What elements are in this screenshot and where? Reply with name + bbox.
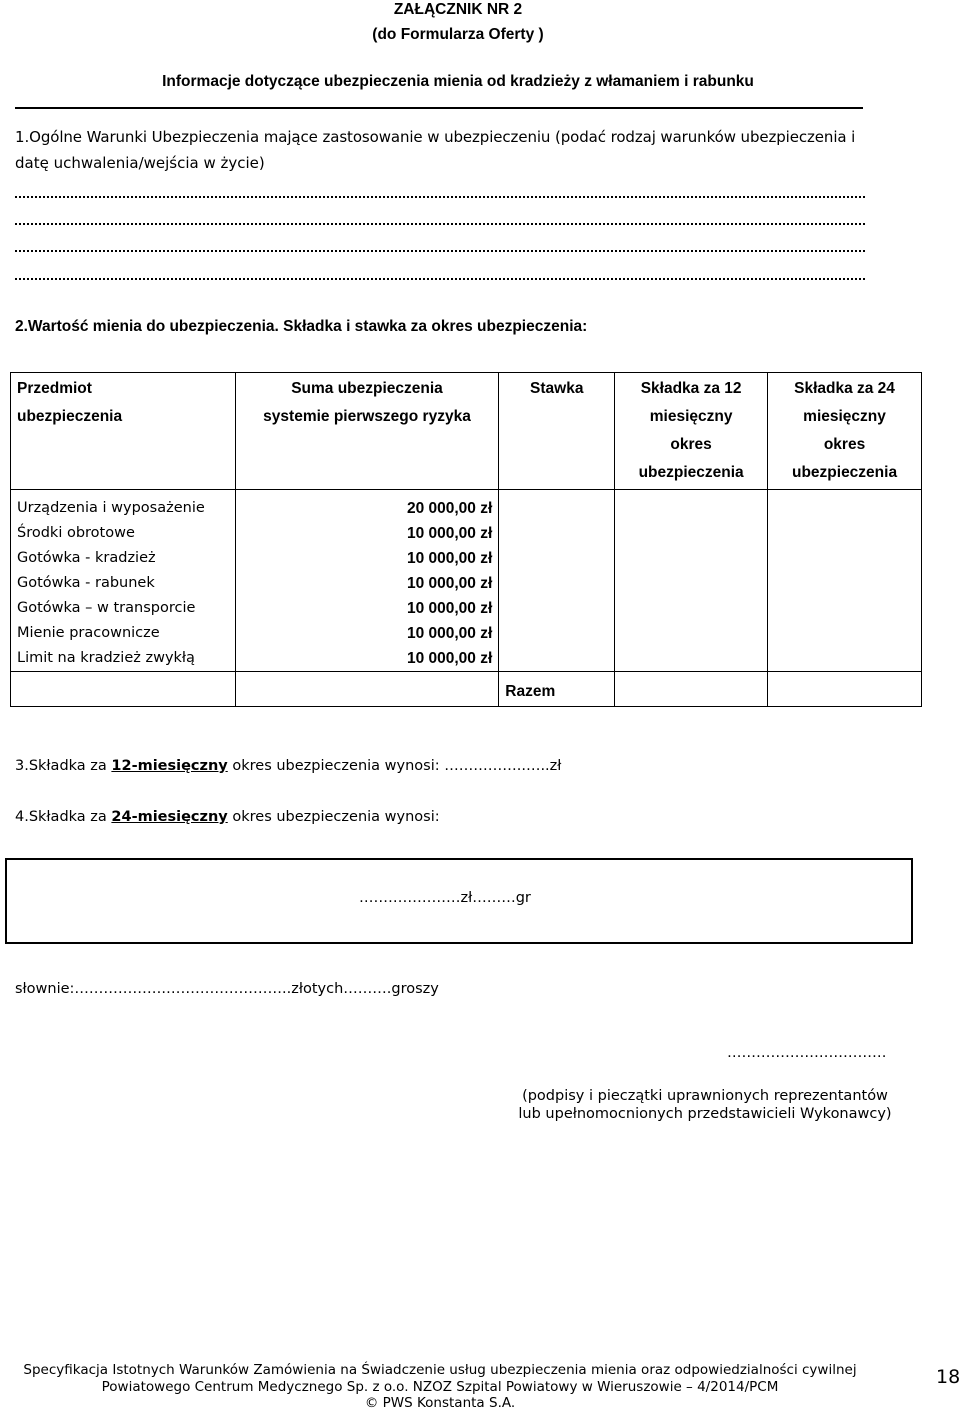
- row-sum: 10 000,00 zł: [235, 621, 499, 646]
- row-premium-24-cell[interactable]: [768, 546, 922, 571]
- row-premium-12-cell[interactable]: [615, 546, 768, 571]
- heading-rule: [15, 107, 863, 109]
- document-heading: Informacje dotyczące ubezpieczenia mienia od kradzieży z włamaniem i rabunku: [162, 73, 754, 90]
- row-premium-24-cell[interactable]: [768, 521, 922, 546]
- section4-period: 24-miesięczny: [111, 809, 228, 825]
- table-total-row: [11, 672, 922, 707]
- row-rate-cell[interactable]: [499, 490, 615, 522]
- footer-line-3: © PWS Konstanta S.A.: [364, 1395, 516, 1411]
- insurance-table: [10, 372, 922, 707]
- section1-text: 1.Ogólne Warunki Ubezpieczenia mające zastosowanie w ubezpieczeniu (podać rodzaj warunków ubezpieczenia i: [15, 128, 856, 146]
- row-premium-12-cell[interactable]: [615, 571, 768, 596]
- row-premium-12-cell[interactable]: [615, 646, 768, 672]
- table-row: [11, 490, 922, 522]
- signature-line[interactable]: ……………………………: [727, 1045, 887, 1061]
- section2-rest: Składka i stawka za okres ubezpieczenia:: [278, 318, 588, 335]
- row-premium-12-cell[interactable]: [615, 621, 768, 646]
- section3-period: 12-miesięczny: [111, 758, 228, 774]
- row-premium-24-cell[interactable]: [768, 646, 922, 672]
- section1-text-2: datę uchwalenia/wejścia w życie): [15, 154, 265, 172]
- row-sum: 10 000,00 zł: [235, 571, 499, 596]
- table-row: [11, 546, 922, 571]
- row-premium-24-cell[interactable]: [768, 571, 922, 596]
- row-sum: 10 000,00 zł: [235, 521, 499, 546]
- row-rate-cell[interactable]: [499, 621, 615, 646]
- row-premium-12-cell[interactable]: [615, 596, 768, 621]
- total-label: Razem: [499, 672, 615, 707]
- footer-line-2: Powiatowego Centrum Medycznego Sp. z o.o. NZOZ Szpital Powiatowy w Wieruszowie – 4/2014/PCM: [101, 1379, 779, 1395]
- header-rate: Stawka: [499, 373, 615, 490]
- amount-box[interactable]: [5, 858, 913, 944]
- row-sum: 20 000,00 zł: [235, 490, 499, 522]
- row-premium-24-cell[interactable]: [768, 621, 922, 646]
- row-item: Mienie pracownicze: [11, 621, 236, 646]
- header-item: Przedmiot ubezpieczenia: [11, 373, 236, 490]
- row-premium-24-cell[interactable]: [768, 596, 922, 621]
- section3-text: 3.Składka za 12-miesięczny okres ubezpieczenia wynosi: ……………..…..zł: [15, 758, 562, 774]
- total-premium-24-cell[interactable]: [768, 672, 922, 707]
- row-item: Gotówka – w transporcie: [11, 596, 236, 621]
- row-rate-cell[interactable]: [499, 646, 615, 672]
- row-rate-cell[interactable]: [499, 596, 615, 621]
- footer-line-1: Specyfikacja Istotnych Warunków Zamówienia na Świadczenie usług ubezpieczenia mienia oraz odpowiedzialności cywilnej: [23, 1362, 857, 1378]
- amount-in-words[interactable]: słownie:……………….……………………..złotych……….groszy: [15, 981, 439, 997]
- table-row: [11, 596, 922, 621]
- row-premium-24-cell[interactable]: [768, 490, 922, 522]
- header-premium-12: Składka za 12 miesięczny okres ubezpieczenia: [615, 373, 768, 490]
- signature-caption: (podpisy i pieczątki uprawnionych reprezentantów lub upełnomocnionych przedstawicieli Wykonawcy): [518, 1088, 892, 1122]
- row-premium-12-cell[interactable]: [615, 490, 768, 522]
- table-header-row: [11, 373, 922, 490]
- total-empty-cell: [235, 672, 499, 707]
- total-premium-12-cell[interactable]: [615, 672, 768, 707]
- section4-text: 4.Składka za 24-miesięczny okres ubezpieczenia wynosi:: [15, 809, 440, 825]
- total-empty-cell: [11, 672, 236, 707]
- amount-text: …………………zł………gr: [359, 890, 531, 906]
- row-sum: 10 000,00 zł: [235, 646, 499, 672]
- row-item: Urządzenia i wyposażenie: [11, 490, 236, 522]
- section2-heading: [15, 318, 587, 336]
- header-sum: Suma ubezpieczenia systemie pierwszego ryzyka: [235, 373, 499, 490]
- row-item: Limit na kradzież zwykłą: [11, 646, 236, 672]
- row-sum: 10 000,00 zł: [235, 546, 499, 571]
- row-premium-12-cell[interactable]: [615, 521, 768, 546]
- attachment-subtitle: (do Formularza Oferty ): [372, 26, 544, 43]
- table-row: [11, 646, 922, 672]
- row-rate-cell[interactable]: [499, 571, 615, 596]
- row-item: Gotówka - rabunek: [11, 571, 236, 596]
- table-row: [11, 521, 922, 546]
- fill-line[interactable]: [15, 184, 865, 198]
- attachment-title: ZAŁĄCZNIK NR 2: [393, 1, 523, 18]
- table-row: [11, 621, 922, 646]
- fill-line[interactable]: [15, 211, 865, 225]
- row-item: Gotówka - kradzież: [11, 546, 236, 571]
- section2-bold: 2.Wartość mienia do ubezpieczenia.: [15, 318, 279, 335]
- header-premium-24: Składka za 24 miesięczny okres ubezpieczenia: [768, 373, 922, 490]
- table-row: [11, 571, 922, 596]
- row-item: Środki obrotowe: [11, 521, 236, 546]
- row-sum: 10 000,00 zł: [235, 596, 499, 621]
- row-rate-cell[interactable]: [499, 546, 615, 571]
- fill-line[interactable]: [15, 266, 865, 280]
- page-number: 18: [936, 1366, 960, 1388]
- row-rate-cell[interactable]: [499, 521, 615, 546]
- fill-line[interactable]: [15, 238, 865, 252]
